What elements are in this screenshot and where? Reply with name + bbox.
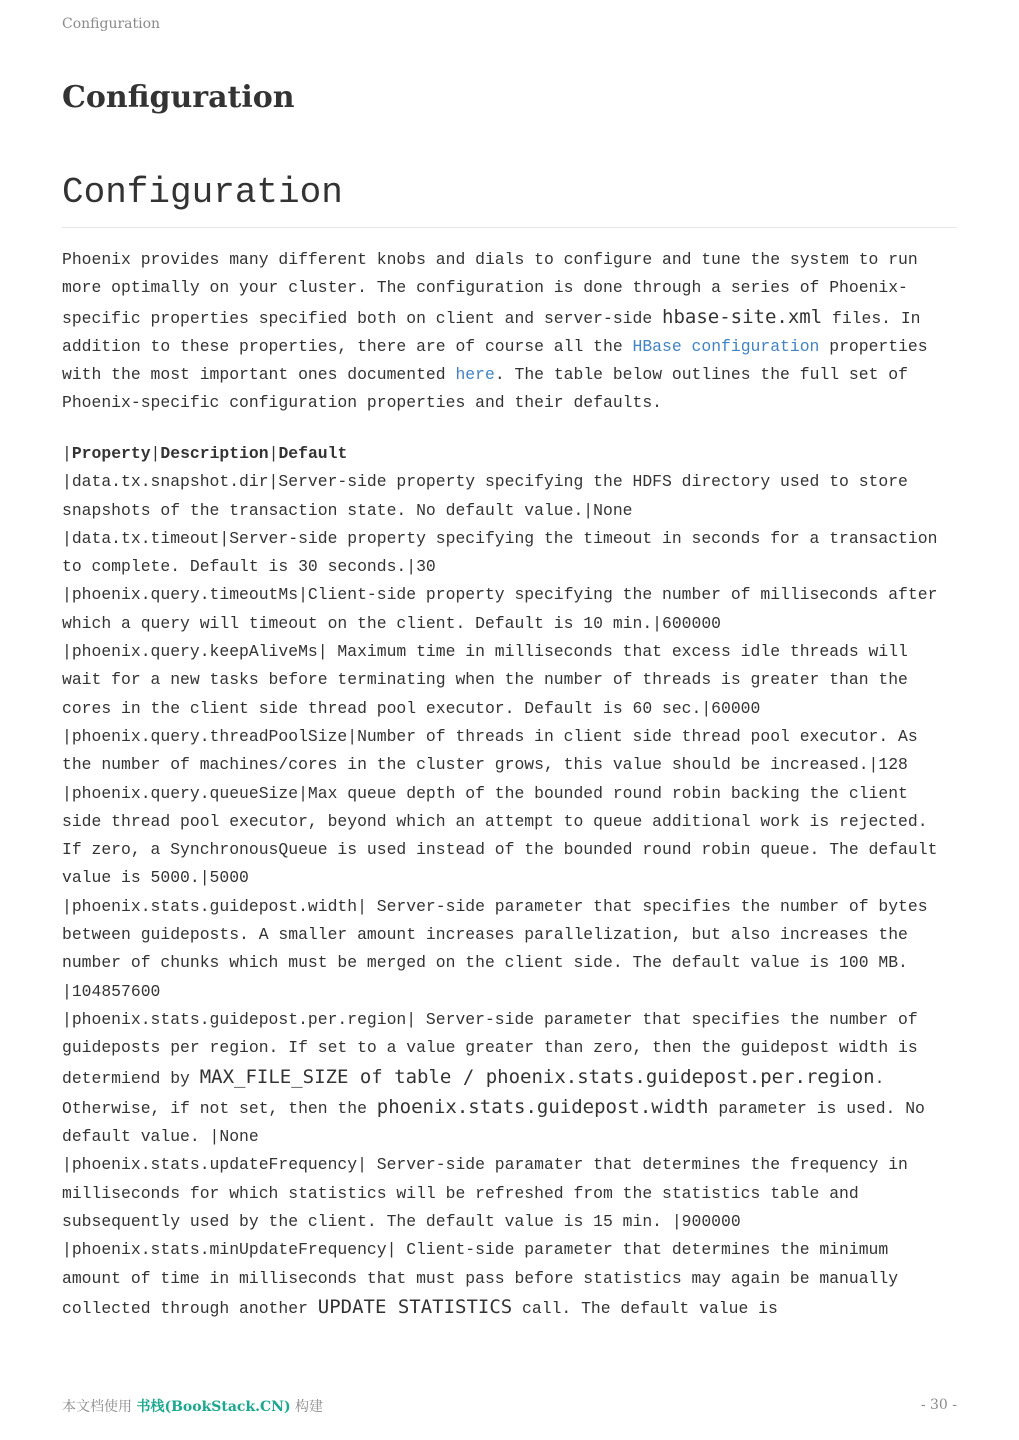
footer-suffix: 构建 [290, 1399, 324, 1415]
footer-prefix: 本文档使用 [62, 1399, 137, 1415]
header-description: Description [160, 444, 269, 463]
section-title: Configuration [62, 172, 957, 228]
row-text: parameter is used. No default value. |None [62, 1098, 925, 1147]
here-link[interactable]: here [455, 365, 495, 385]
table-row: |phoenix.query.threadPoolSize|Number of threads in client side thread pool executor. As the number of machines/cores in the cluster grows, this value should be increased.|128 [62, 726, 918, 775]
page-number: - 30 - [920, 1397, 957, 1413]
header-property: Property [71, 444, 151, 463]
table-row: |data.tx.timeout|Server-side property specifying the timeout in seconds for a transaction to complete. Default is 30 seconds.|30 [62, 528, 938, 577]
properties-table [62, 440, 957, 1323]
table-row: |phoenix.query.keepAliveMs| Maximum time in milliseconds that excess idle threads will wait for a new tasks before terminating when the number of threads is greater than the cores in the client side thread pool executor. Default is 60 sec.|60000 [62, 642, 908, 718]
running-header: Configuration [62, 16, 161, 32]
table-row [62, 1236, 957, 1323]
table-row [62, 1006, 957, 1151]
inline-code: UPDATE STATISTICS [317, 1295, 513, 1318]
row-text: call. The default value is [512, 1298, 778, 1318]
row-text: . Otherwise, if not set, then the [62, 1068, 885, 1118]
table-row: |phoenix.stats.guidepost.width| Server-side parameter that specifies the number of bytes between guideposts. A smaller amount increases parallelization, but also increases the number of chunks which must be merged on the client side. The default value is 100 MB. |104857600 [62, 896, 928, 1001]
inline-code-hbase-site: hbase-site.xml [662, 305, 823, 328]
hbase-configuration-link[interactable]: HBase configuration [632, 336, 820, 356]
intro-text: properties with the most important ones documented [62, 336, 928, 385]
intro-paragraph [62, 246, 957, 418]
header-default: Default [278, 444, 348, 463]
row-text: |phoenix.stats.minUpdateFrequency| Client-side parameter that determines the minimum amount of time in milliseconds that must pass before statistics may again be manually collected through another [62, 1240, 899, 1318]
intro-text: files. In addition to these properties, there are of course all the [62, 308, 921, 356]
intro-text: . The table below outlines the full set of Phoenix-specific configuration properties and their defaults. [62, 365, 908, 413]
bookstack-brand-link[interactable]: 书栈(BookStack.CN) [136, 1399, 291, 1415]
table-header-row: |Property|Description|Default [62, 444, 348, 463]
table-row: |phoenix.query.timeoutMs|Client-side property specifying the number of milliseconds after which a query will timeout on the client. Default is 10 min.|600000 [62, 585, 938, 633]
row-text: |phoenix.stats.guidepost.per.region| Server-side parameter that specifies the number of guideposts per region. If set to a value greater than zero, then the guidepost width is determiend by [62, 1009, 918, 1088]
inline-code: MAX_FILE_SIZE of table / phoenix.stats.guidepost.per.region [199, 1065, 875, 1088]
inline-code: phoenix.stats.guidepost.width [376, 1095, 709, 1118]
table-row: |phoenix.stats.updateFrequency| Server-side paramater that determines the frequency in milliseconds for which statistics will be refreshed from the statistics table and subsequently used by the client. The default value is 15 min. |900000 [62, 1155, 908, 1232]
intro-text: Phoenix provides many different knobs and dials to configure and tune the system to run more optimally on your cluster. The configuration is done through a series of Phoenix-specific properties specified both on client and server-side [62, 250, 918, 328]
table-row: |phoenix.query.queueSize|Max queue depth of the bounded round robin backing the client side thread pool executor, beyond which an attempt to queue additional work is rejected. If zero, a SynchronousQueue is used instead of the bounded round robin queue. The default value is 5000.|5000 [62, 783, 938, 888]
document-title: Configuration [62, 80, 295, 115]
footer-credit [62, 1396, 323, 1416]
table-row: |data.tx.snapshot.dir|Server-side property specifying the HDFS directory used to store snapshots of the transaction state. No default value.|None [62, 472, 908, 520]
